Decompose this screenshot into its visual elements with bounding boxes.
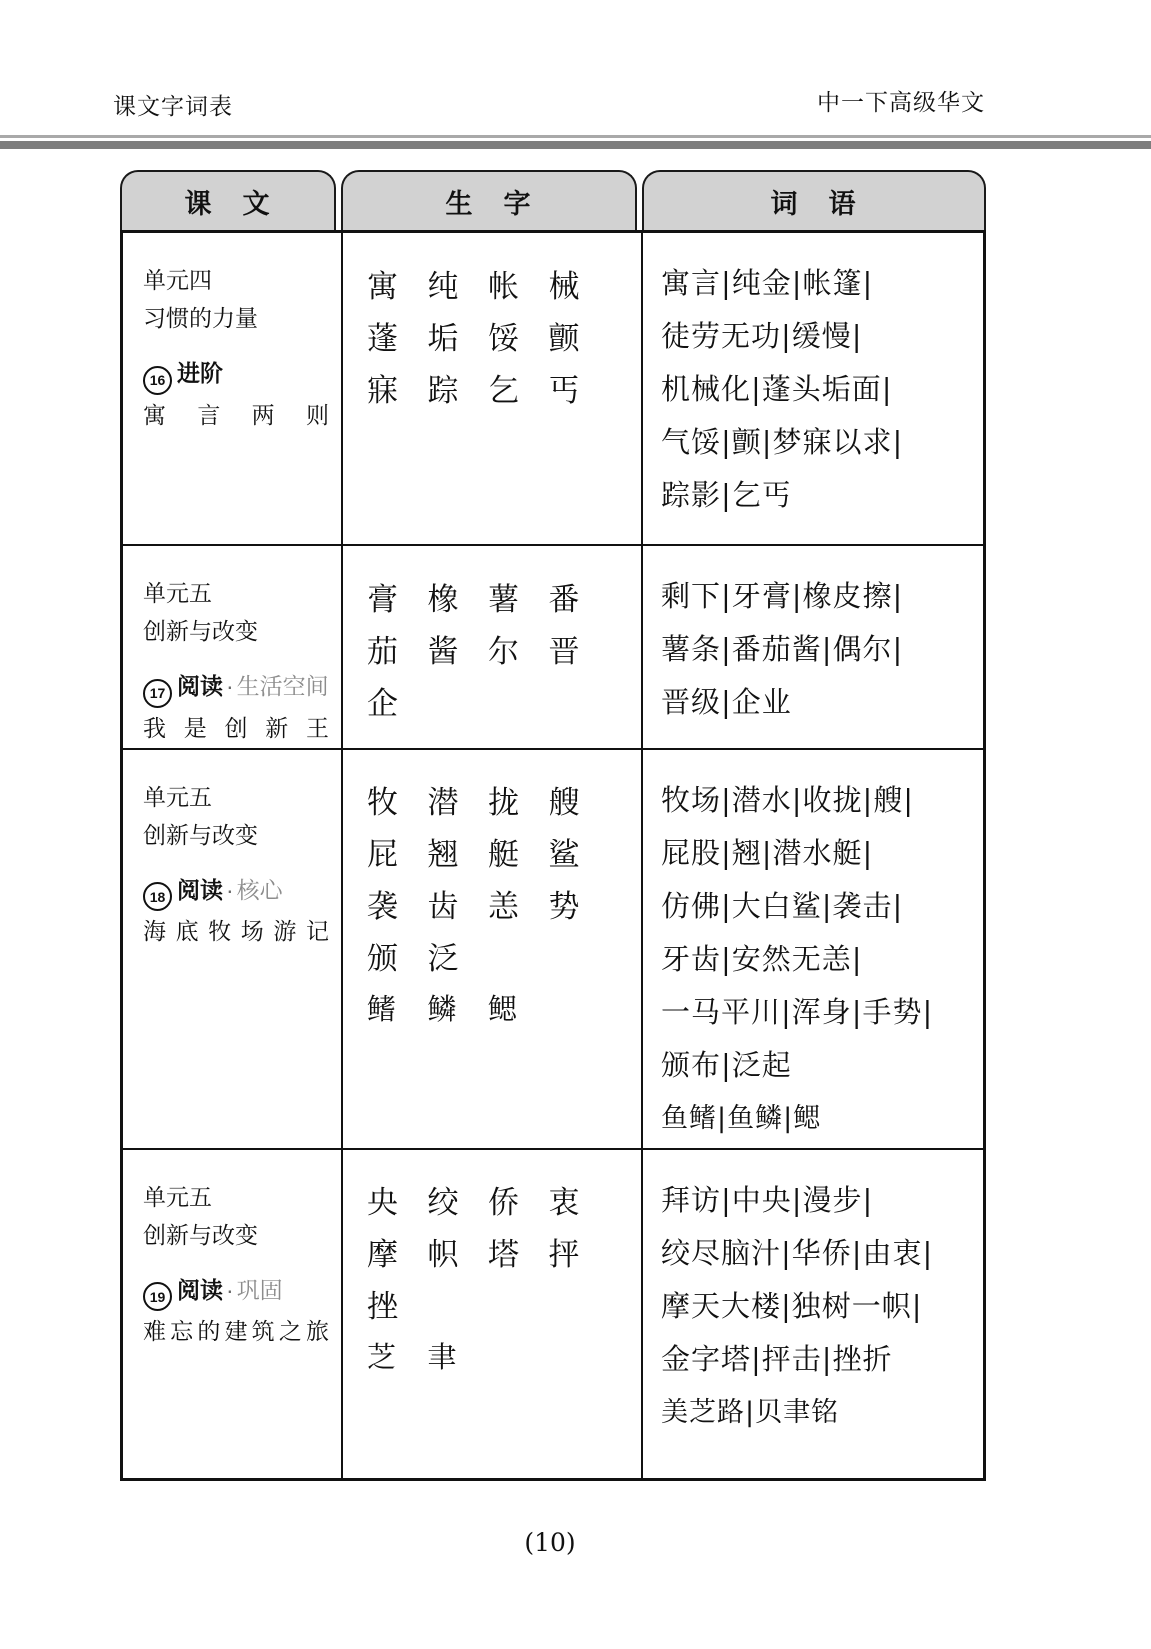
new-character: 丐 [548, 372, 580, 409]
new-character: 潜 [427, 785, 459, 821]
new-character: 晋 [548, 633, 580, 670]
column-header-words: 词 语 [642, 170, 986, 230]
page-number: (10) [524, 1528, 576, 1557]
word-line: 踪影|乞丐 [661, 478, 792, 512]
lesson-heading [143, 353, 329, 395]
lesson-cell [123, 750, 343, 1148]
character-line [367, 1278, 609, 1330]
table-row [123, 1150, 983, 1478]
new-character: 踪 [427, 372, 459, 409]
lesson-block [143, 1270, 329, 1352]
header-divider [0, 135, 1151, 149]
word-line: 颁布|泛起 [661, 1047, 792, 1082]
word-line: 金字塔|抨击|挫折 [661, 1341, 893, 1376]
new-character: 帜 [427, 1237, 459, 1273]
lesson-title: 我是创新王 [143, 714, 329, 741]
character-line [367, 361, 609, 413]
vocabulary-table [120, 170, 986, 1481]
new-characters-cell [343, 233, 643, 544]
new-character: 帐 [488, 268, 519, 305]
character-line [367, 774, 609, 826]
new-character: 衷 [548, 1185, 580, 1221]
lesson-heading [143, 666, 329, 708]
word-line: 一马平川|浑身|手势| [661, 994, 934, 1029]
unit-name: 创新与改变 [143, 821, 258, 848]
word-line: 气馁|颤|梦寐以求| [661, 425, 904, 459]
new-character: 泛 [427, 941, 459, 977]
lesson-cell [123, 546, 343, 748]
lesson-title: 海底牧场游记 [143, 918, 329, 944]
new-characters-cell [343, 546, 643, 748]
words-cell [643, 233, 983, 544]
lesson-cell [123, 1150, 343, 1478]
unit-name: 习惯的力量 [143, 305, 258, 331]
new-character: 乞 [488, 372, 519, 409]
column-header-lesson: 课 文 [120, 170, 336, 230]
word-line: 摩天大楼|独树一帜| [661, 1288, 923, 1323]
table-row [123, 233, 983, 546]
unit-block [143, 261, 329, 337]
lesson-number-badge: 16 [143, 366, 172, 395]
new-character: 侨 [488, 1185, 519, 1221]
new-character: 挫 [367, 1289, 398, 1325]
new-character: 艘 [548, 785, 580, 821]
new-character: 蓬 [367, 320, 398, 357]
table-row [123, 546, 983, 750]
new-character: 尔 [488, 633, 519, 670]
table-body [120, 230, 986, 1481]
new-character: 袭 [367, 889, 398, 925]
new-character: 鲨 [548, 837, 580, 873]
lesson-subtype: 核心 [236, 876, 283, 903]
new-character: 齿 [427, 889, 459, 925]
lesson-block [143, 353, 329, 435]
table-row [123, 750, 983, 1150]
new-character: 垢 [427, 320, 459, 357]
new-character: 屁 [367, 837, 398, 873]
lesson-number-badge: 17 [143, 679, 172, 708]
lesson-subtype: 生活空间 [236, 673, 329, 699]
unit-block [143, 1178, 329, 1254]
unit-name: 创新与改变 [143, 1221, 258, 1248]
new-character: 芝 [367, 1340, 397, 1374]
new-character: 拢 [488, 785, 519, 821]
unit-name: 单元五 [143, 1183, 212, 1210]
character-line [367, 622, 609, 674]
new-character: 塔 [488, 1237, 519, 1273]
lesson-block [143, 666, 329, 748]
header-divider-thick-line [0, 141, 1151, 149]
new-character: 酱 [427, 633, 459, 670]
character-line [367, 1226, 609, 1278]
character-line [367, 982, 609, 1034]
new-character: 翘 [427, 837, 459, 873]
word-line: 鱼鳍|鱼鳞|鳃 [661, 1102, 822, 1134]
new-character: 馁 [488, 320, 519, 357]
unit-block [143, 574, 329, 650]
new-character: 势 [548, 889, 580, 925]
new-character: 械 [548, 268, 580, 305]
new-character: 聿 [427, 1340, 457, 1374]
word-line: 晋级|企业 [661, 685, 792, 719]
word-line: 薯条|番茄酱|偶尔| [661, 632, 904, 666]
lesson-type: 进阶 [177, 360, 223, 386]
character-line [367, 309, 609, 361]
character-line [367, 878, 609, 930]
new-character: 寓 [367, 268, 398, 305]
new-characters-cell [343, 750, 643, 1148]
words-cell [643, 750, 983, 1148]
new-character: 恙 [488, 889, 519, 925]
unit-block [143, 778, 329, 854]
character-line [367, 826, 609, 878]
lesson-number-badge: 19 [143, 1282, 172, 1311]
new-character: 绞 [427, 1185, 459, 1221]
word-line: 美芝路|贝聿铭 [661, 1396, 840, 1428]
new-character: 艇 [488, 837, 519, 873]
new-character: 膏 [367, 581, 398, 618]
new-character: 鳞 [427, 992, 457, 1026]
new-character: 颁 [367, 941, 398, 977]
new-characters-cell [343, 1150, 643, 1478]
lesson-subtype: 巩固 [236, 1276, 283, 1303]
lesson-cell [123, 233, 343, 544]
unit-name: 单元五 [143, 783, 212, 810]
new-character: 颤 [548, 320, 580, 357]
character-line [367, 257, 609, 309]
word-line: 寓言|纯金|帐篷| [661, 266, 874, 300]
character-line [367, 1330, 609, 1382]
lesson-title: 难忘的建筑之旅 [143, 1318, 329, 1344]
new-character: 抨 [548, 1237, 580, 1273]
separator-dot-icon: · [226, 673, 234, 699]
word-line: 徒劳无功|缓慢| [661, 319, 863, 353]
words-cell [643, 1150, 983, 1478]
character-line [367, 930, 609, 982]
character-line [367, 1174, 609, 1226]
new-character: 摩 [367, 1237, 398, 1273]
word-line: 牧场|潜水|收拢|艘| [661, 782, 915, 817]
words-cell [643, 546, 983, 748]
unit-name: 创新与改变 [143, 618, 258, 644]
new-character: 牧 [367, 785, 398, 821]
word-line: 牙齿|安然无恙| [661, 941, 863, 976]
word-line: 拜访|中央|漫步| [661, 1182, 874, 1217]
word-line: 剩下|牙膏|橡皮擦| [661, 579, 904, 613]
separator-dot-icon: · [226, 1276, 234, 1303]
word-line: 仿佛|大白鲨|袭击| [661, 888, 904, 923]
character-line [367, 674, 609, 726]
unit-name: 单元五 [143, 580, 212, 606]
new-character: 企 [367, 685, 398, 722]
new-character: 薯 [488, 581, 519, 618]
new-character: 茄 [367, 633, 398, 670]
new-character: 鳃 [488, 992, 518, 1026]
new-character: 鳍 [367, 992, 397, 1026]
table-header-row [120, 170, 986, 230]
lesson-type: 阅读 [177, 876, 223, 903]
word-line: 机械化|蓬头垢面| [661, 372, 893, 406]
new-character: 橡 [427, 581, 459, 618]
new-character: 纯 [427, 268, 459, 305]
column-header-new-characters: 生 字 [341, 170, 637, 230]
lesson-type: 阅读 [177, 673, 223, 699]
lesson-heading [143, 870, 329, 912]
lesson-title: 寓言两则 [143, 401, 329, 428]
new-character: 央 [367, 1185, 398, 1221]
separator-dot-icon: · [226, 876, 234, 903]
character-line [367, 570, 609, 622]
page-header-left: 课文字词表 [113, 93, 233, 119]
word-line: 绞尽脑汁|华侨|由衷| [661, 1235, 934, 1270]
word-line: 屁股|翘|潜水艇| [661, 835, 874, 870]
page-header-right: 中一下高级华文 [817, 89, 985, 115]
lesson-number-badge: 18 [143, 882, 172, 911]
lesson-block [143, 870, 329, 952]
unit-name: 单元四 [143, 267, 212, 293]
new-character: 寐 [367, 372, 398, 409]
new-character: 番 [548, 581, 580, 618]
lesson-heading [143, 1270, 329, 1312]
lesson-type: 阅读 [177, 1276, 223, 1303]
